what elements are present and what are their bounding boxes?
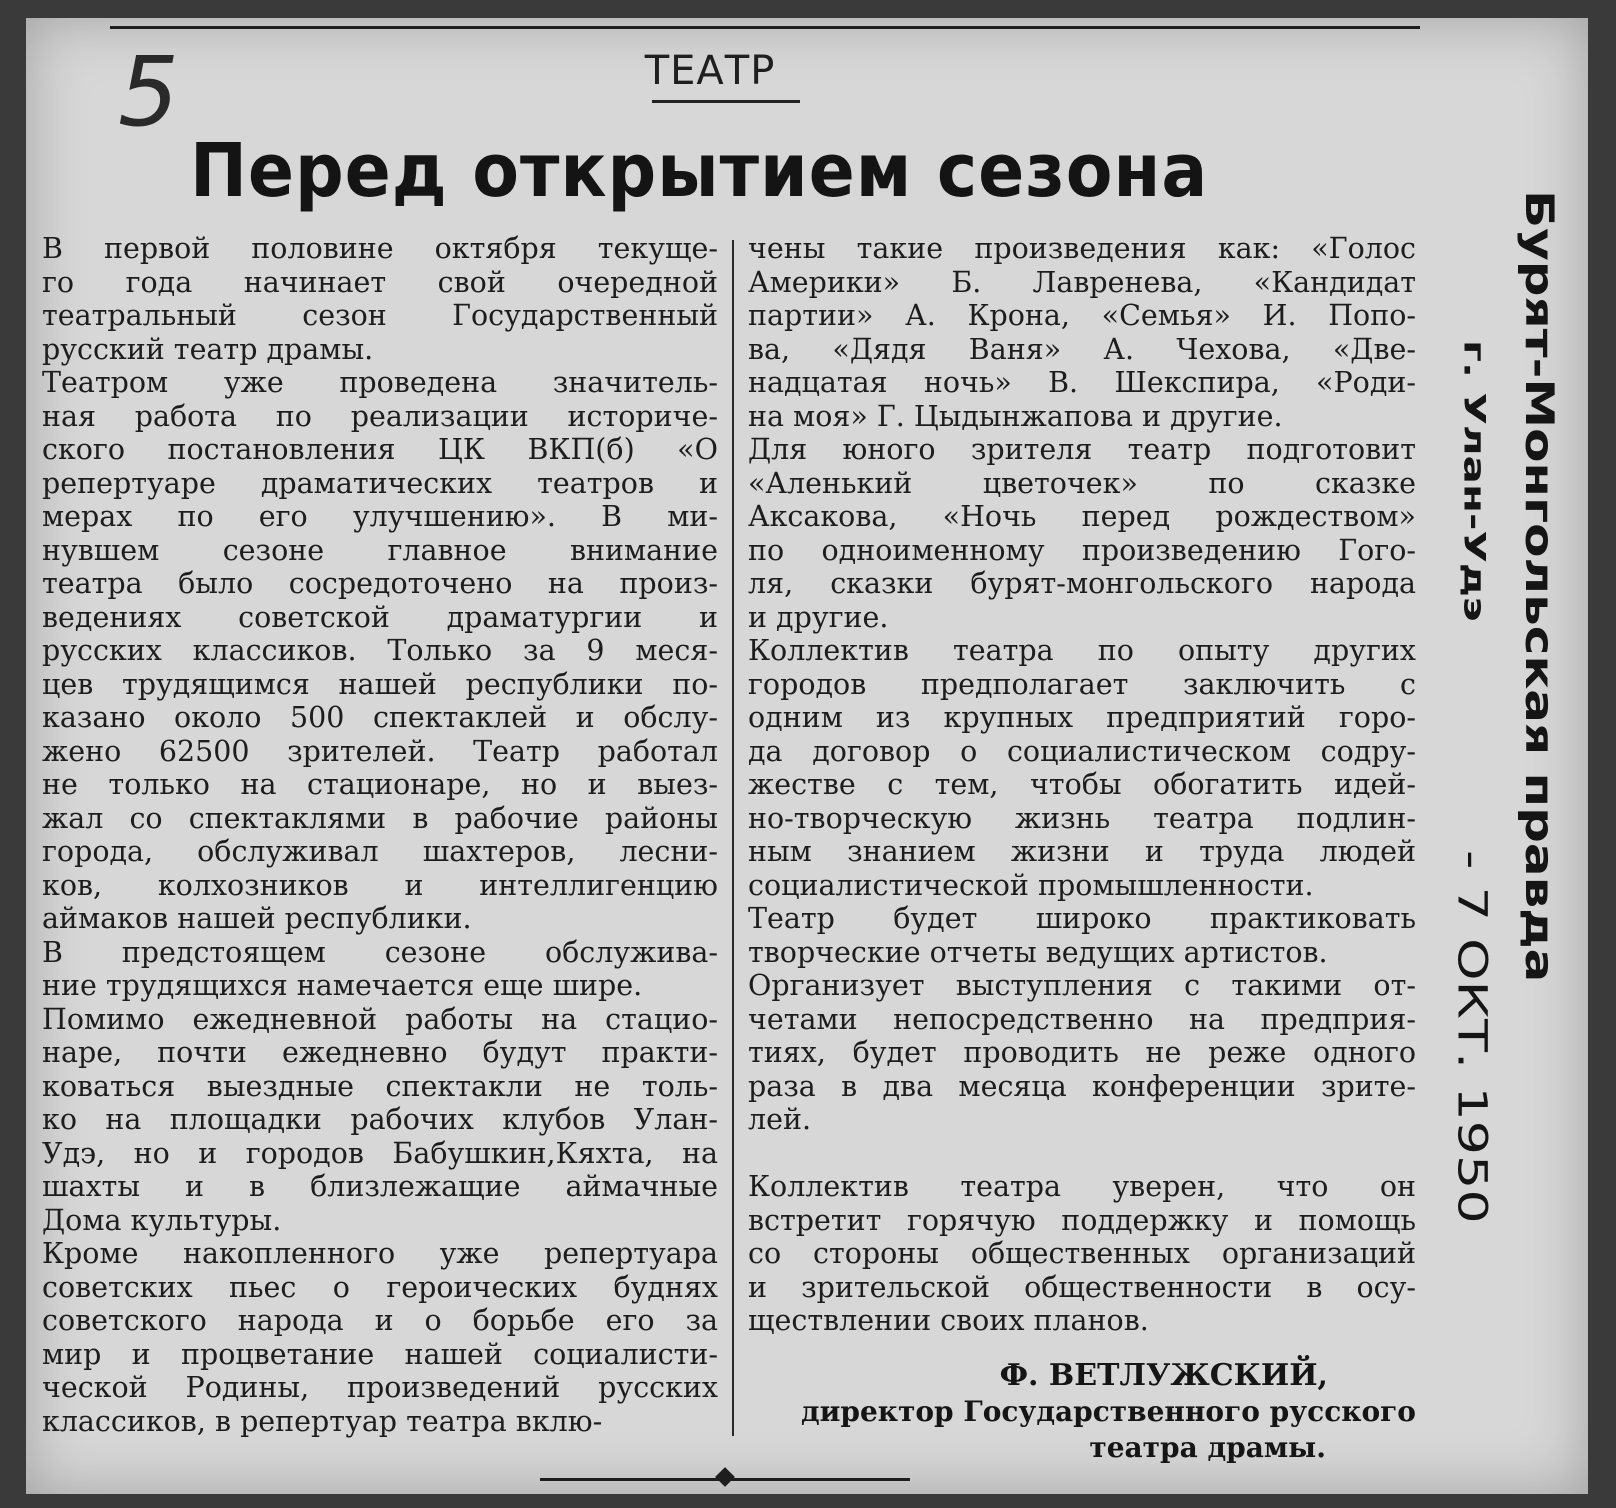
article-line: раза в два месяца конференции зрите- — [748, 1069, 1416, 1103]
handwritten-number: 5 — [118, 36, 180, 148]
article-line: четами непосредственно на предприя- — [748, 1002, 1416, 1036]
article-line: надцатая ночь» В. Шекспира, «Роди- — [748, 366, 1416, 399]
article-line: шахты и в близлежащие аймачные — [42, 1170, 718, 1203]
signature-name: Ф. ВЕТЛУЖСКИЙ, — [999, 1358, 1328, 1393]
article-line: лей. — [748, 1103, 812, 1136]
article-line: по одноименному произведению Гого- — [748, 533, 1416, 567]
article-line: ского постановления ЦК ВКП(б) «О — [42, 433, 718, 466]
article-line: аймаков нашей республики. — [42, 902, 472, 935]
article-line: Коллектив театра по опыту других — [748, 634, 1416, 667]
article-line: нувшем сезоне главное внимание — [42, 533, 718, 567]
article-line: чены такие произведения как: «Голос — [748, 232, 1416, 265]
rubric-underline — [652, 100, 800, 103]
article-line: наре, почти ежедневно будут практи- — [42, 1036, 718, 1069]
article-line: театральный сезон Государственный — [42, 299, 718, 332]
article-line: цев трудящимся нашей республики по- — [42, 667, 718, 701]
article-column-left — [42, 232, 718, 1438]
article-line: советских пьес о героических буднях — [42, 1270, 718, 1304]
article-line: жал со спектаклями в рабочие районы — [42, 801, 718, 835]
article-line: ным знанием жизни и труда людей — [748, 835, 1416, 868]
top-rule — [110, 26, 1420, 29]
article-line: Америки» Б. Лавренева, «Кандидат — [748, 265, 1416, 299]
article-line: Организует выступления с такими от- — [748, 969, 1416, 1002]
article-line: встретит горячую поддержку и помощь — [748, 1203, 1416, 1237]
article-line: жено 62500 зрителей. Театр работал — [42, 734, 718, 768]
article-line: партии» А. Крона, «Семья» И. Попо- — [748, 299, 1416, 332]
signature-role-line2: театра драмы. — [1089, 1431, 1326, 1464]
article-line: ля, сказки бурят-монгольского народа — [748, 567, 1416, 600]
article-line: Театром уже проведена значитель- — [42, 366, 718, 399]
article-line: ние трудящихся намечается еще шире. — [42, 969, 643, 1002]
article-line: мерах по его улучшению». В ми- — [42, 500, 718, 533]
article-line: со стороны общественных организаций — [748, 1237, 1416, 1270]
article-line: Театр будет широко практиковать — [748, 902, 1416, 935]
article-line: русских классиков. Только за 9 меся- — [42, 634, 718, 667]
article-line: Аксакова, «Ночь перед рождеством» — [748, 500, 1416, 533]
article-line: ва, «Дядя Ваня» А. Чехова, «Две- — [748, 332, 1416, 366]
article-line: городов предполагает заключить с — [748, 667, 1416, 701]
article-line: мир и процветание нашей социалисти- — [42, 1337, 718, 1371]
article-line: «Аленький цветочек» по сказке — [748, 466, 1416, 500]
article-line: жестве с тем, чтобы обогатить идей- — [748, 768, 1416, 801]
article-line: го года начинает свой очередной — [42, 265, 718, 299]
article-line: Кроме накопленного уже репертуара — [42, 1237, 718, 1270]
signature-role-line1: директор Государственного русского — [800, 1395, 1416, 1428]
article-line: В первой половине октября текуще- — [42, 232, 718, 265]
article-line — [748, 1137, 1416, 1171]
article-line: Удэ, но и городов Бабушкин,Кяхта, на — [42, 1136, 718, 1170]
article-line: репертуаре драматических театров и — [42, 466, 718, 500]
article-line: ществлении своих планов. — [748, 1304, 1149, 1337]
article-line: Помимо ежедневной работы на стацио- — [42, 1002, 718, 1036]
article-line: классиков, в репертуар театра вклю- — [42, 1404, 603, 1438]
archive-stamp — [1438, 190, 1574, 1224]
rubric-title: ТЕАТР — [644, 48, 776, 94]
stamp-newspaper-name: Бурят-Монгольская правда — [1516, 190, 1562, 983]
article-line: коваться выездные спектакли не толь- — [42, 1069, 718, 1103]
column-divider — [732, 240, 734, 1436]
article-line: и другие. — [748, 600, 889, 634]
stamp-date: - 7 ОКТ. 1950 — [1448, 850, 1496, 1224]
article-line: тиях, будет проводить не реже одного — [748, 1036, 1416, 1069]
article-line: да договор о социалистическом содру- — [748, 734, 1416, 768]
article-line: на моя» Г. Цыдынжапова и другие. — [748, 399, 1283, 433]
article-line: русский театр драмы. — [42, 332, 374, 366]
article-line: ков, колхозников и интеллигенцию — [42, 868, 718, 902]
article-line: театра было сосредоточено на произ- — [42, 567, 718, 600]
article-line: Дома культуры. — [42, 1203, 282, 1237]
article-line: ведениях советской драматургии и — [42, 600, 718, 634]
article-column-right — [748, 232, 1416, 1338]
article-line: и зрительской общественности в осу- — [748, 1270, 1416, 1304]
article-line: советского народа и о борьбе его за — [42, 1304, 718, 1337]
signature-block — [748, 1358, 1416, 1466]
article-line: ная работа по реализации историче- — [42, 399, 718, 433]
article-line: казано около 500 спектаклей и обслу- — [42, 701, 718, 734]
article-line: социалистической промышленности. — [748, 868, 1314, 902]
article-line: В предстоящем сезоне обслужива- — [42, 935, 718, 969]
article-line: Коллектив театра уверен, что он — [748, 1170, 1416, 1203]
article-line: ко на площадки рабочих клубов Улан- — [42, 1103, 718, 1136]
article-line: Для юного зрителя театр подготовит — [748, 433, 1416, 466]
article-line: но-творческую жизнь театра подлин- — [748, 801, 1416, 835]
article-line: города, обслуживал шахтеров, лесни- — [42, 835, 718, 868]
article-line: одним из крупных предприятий горо- — [748, 701, 1416, 734]
article-line: ческой Родины, произведений русских — [42, 1371, 718, 1404]
article-line: творческие отчеты ведущих артистов. — [748, 935, 1328, 969]
stamp-city: г. Улан-Удэ — [1457, 340, 1492, 622]
article-headline: Перед открытием сезона — [190, 128, 1209, 214]
article-line: не только на стационаре, но и выез- — [42, 768, 718, 801]
